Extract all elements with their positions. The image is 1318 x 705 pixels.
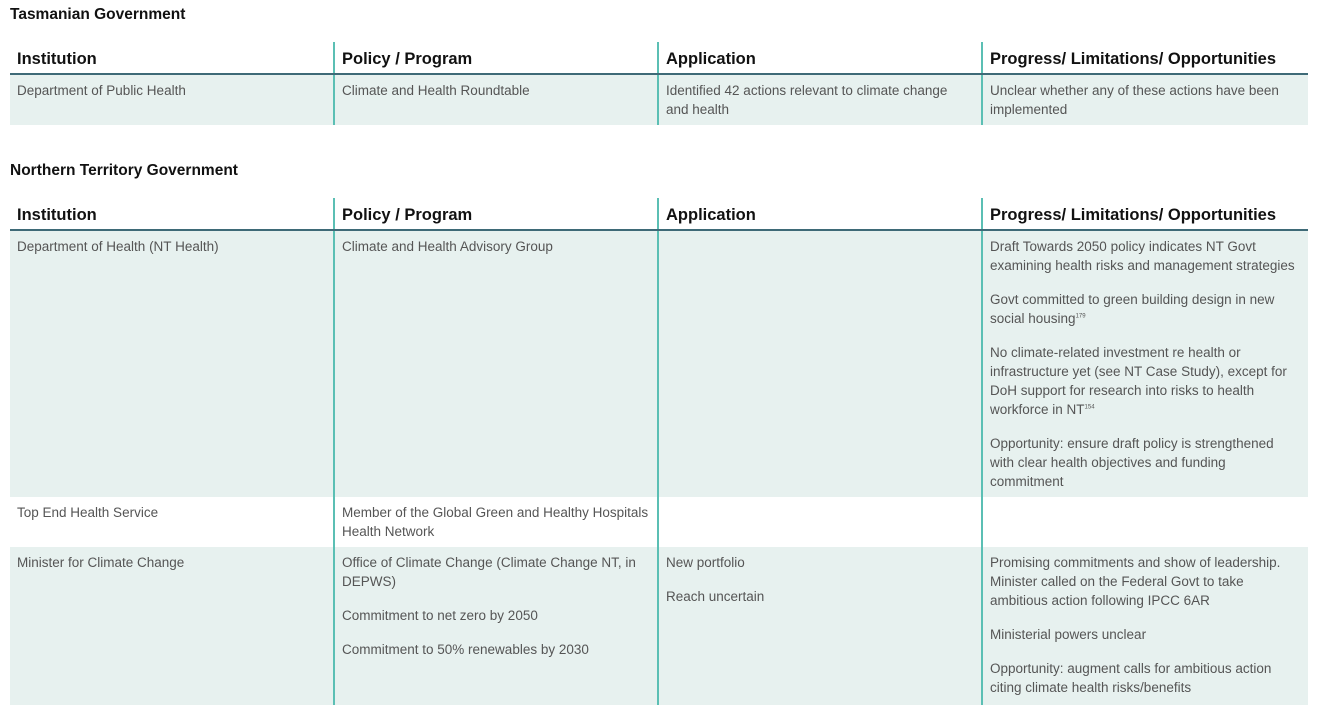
table-row: [10, 497, 1308, 547]
cell-policy: [334, 497, 658, 547]
cell-policy: [334, 547, 658, 705]
application-text: New portfolio: [666, 555, 745, 570]
header-application: Application: [658, 198, 982, 230]
tasmania-table: [10, 42, 1308, 125]
section-title-northern-territory: Northern Territory Government: [10, 162, 238, 179]
progress-text: [990, 290, 1300, 328]
application-text: Reach uncertain: [666, 589, 765, 604]
cell-application: [658, 74, 982, 125]
cell-application: [658, 230, 982, 497]
institution-text: Department of Public Health: [17, 83, 186, 98]
table-row: [10, 230, 1308, 497]
institution-text: Department of Health (NT Health): [17, 239, 219, 254]
cell-application: [658, 547, 982, 705]
institution-text: Minister for Climate Change: [17, 555, 185, 570]
policy-text: Commitment to net zero by 2050: [342, 608, 538, 623]
progress-text: Ministerial powers unclear: [990, 627, 1147, 642]
cell-institution: [10, 497, 334, 547]
progress-text-content: No climate-related investment re health or infrastructure yet (see NT Case Study), except for DoH support for research into risks to health workforce in NT: [990, 345, 1287, 417]
header-application: Application: [658, 42, 982, 74]
progress-text-content: Draft Towards 2050 policy indicates NT Govt examining health risks and management strategies: [990, 239, 1295, 273]
policy-text: Office of Climate Change (Climate Change NT, in DEPWS): [342, 555, 636, 589]
cell-institution: [10, 74, 334, 125]
cell-institution: [10, 230, 334, 497]
institution-text: Top End Health Service: [17, 505, 159, 520]
header-policy: Policy / Program: [334, 198, 658, 230]
reference-superscript: 179: [1075, 313, 1086, 320]
progress-text: Promising commitments and show of leadership. Minister called on the Federal Govt to take ambitious action following IPCC 6AR: [990, 555, 1281, 608]
table-header-row: [10, 198, 1308, 230]
progress-text: Unclear whether any of these actions have been implemented: [990, 83, 1279, 117]
application-text: Identified 42 actions relevant to climate change and health: [666, 83, 948, 117]
table-header-row: [10, 42, 1308, 74]
cell-institution: [10, 547, 334, 705]
policy-text: Member of the Global Green and Healthy Hospitals Health Network: [342, 505, 649, 539]
header-policy: Policy / Program: [334, 42, 658, 74]
progress-text-content: Opportunity: ensure draft policy is strengthened with clear health objectives and funding commitment: [990, 436, 1274, 489]
policy-text: Climate and Health Roundtable: [342, 83, 530, 98]
cell-progress: [982, 230, 1308, 497]
cell-policy: [334, 230, 658, 497]
progress-text: Opportunity: augment calls for ambitious action citing climate health risks/benefits: [990, 661, 1272, 695]
cell-progress: [982, 547, 1308, 705]
header-progress: Progress/ Limitations/ Opportunities: [982, 42, 1308, 74]
header-institution: Institution: [10, 198, 334, 230]
policy-text: Climate and Health Advisory Group: [342, 239, 553, 254]
progress-text: [990, 434, 1300, 491]
policy-text: Commitment to 50% renewables by 2030: [342, 642, 589, 657]
table-row: [10, 74, 1308, 125]
header-institution: Institution: [10, 42, 334, 74]
progress-text-content: Govt committed to green building design in new social housing: [990, 292, 1275, 326]
reference-superscript: 154: [1084, 404, 1095, 411]
cell-progress: [982, 497, 1308, 547]
progress-text: [990, 343, 1300, 419]
cell-application: [658, 497, 982, 547]
northern-territory-table: [10, 198, 1308, 705]
progress-text: [990, 237, 1300, 275]
section-title-tasmania: Tasmanian Government: [10, 6, 186, 23]
header-progress: Progress/ Limitations/ Opportunities: [982, 198, 1308, 230]
cell-policy: [334, 74, 658, 125]
cell-progress: [982, 74, 1308, 125]
table-row: [10, 547, 1308, 705]
